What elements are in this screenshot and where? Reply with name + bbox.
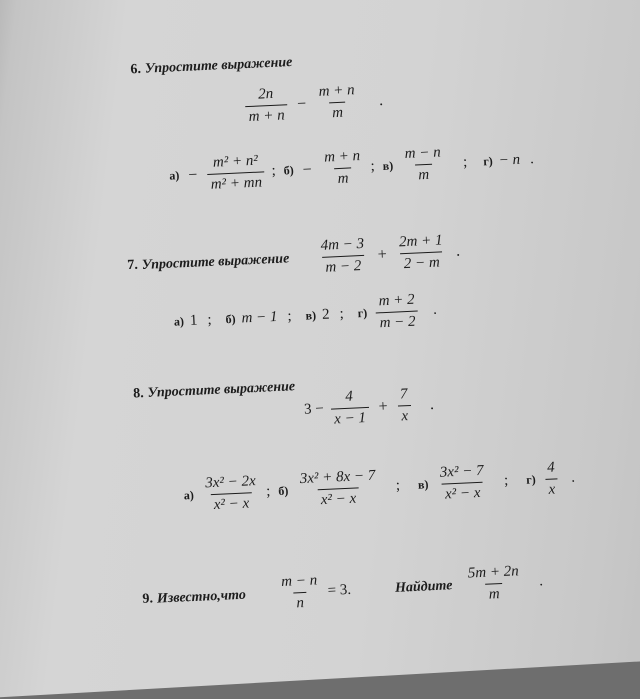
denominator: m − 2 [322,255,365,277]
problem-7-fraction-1 [317,236,368,277]
plus-sign: + [378,397,388,415]
option-a-label: а) [183,487,195,503]
problem-8-expression [303,385,438,430]
problem-9-number: 9. [142,591,154,607]
denominator: n [293,592,307,613]
option-d-label: г) [525,472,537,487]
denominator: x² − x [317,487,359,509]
problem-6-fraction-1 [244,85,288,126]
separator: ; [339,305,345,323]
denominator: m [485,583,503,604]
problem-9-task: Известно,что [156,587,247,607]
problem-7-task: Упростите выражение [141,250,290,273]
denominator: m + n [245,104,288,126]
option-d-value: − n [498,151,521,169]
numerator: m² + n² [212,152,259,171]
numerator: 4m − 3 [320,235,365,254]
option-d-label: г) [357,305,368,321]
problem-8-number: 8. [132,386,144,402]
problem-6-expression [241,81,387,126]
problem-7-row [126,231,463,285]
problem-8-task: Упростите выражение [147,379,296,401]
numerator: 3x² − 7 [439,462,484,481]
option-d-fraction [544,459,559,499]
option-b-fraction [296,468,379,511]
problem-7-number: 7. [126,257,139,274]
denominator: x² − x [442,482,484,504]
denominator: m² + mn [207,171,265,194]
option-a-value: 1 [189,312,198,329]
period: . [455,242,461,260]
separator: ; [271,162,277,180]
option-a-label: а) [168,168,180,183]
plus-sign: + [377,245,388,263]
separator: ; [265,483,271,500]
numerator: m − n [404,144,442,162]
numerator: 2m + 1 [398,232,443,251]
problem-6-number: 6. [130,61,142,78]
period: . [529,151,535,168]
problem-7-fraction-2 [396,232,447,273]
option-d-label: г) [482,154,494,169]
option-b-value: m − 1 [241,308,278,327]
denominator: x [545,478,559,499]
numerator: 5m + 2n [467,563,520,582]
period: . [378,91,384,109]
option-c-fraction [401,144,445,185]
problem-8-fraction-2 [397,386,412,426]
option-b-fraction [321,148,365,189]
separator: ; [370,158,376,175]
problem-6-fraction-2 [315,82,359,123]
denominator: m [415,164,433,185]
option-b-sign: − [302,160,313,179]
minus-sign: − [296,94,307,113]
option-b-label: б) [278,483,289,499]
option-c-value: 2 [321,306,330,323]
period: . [570,469,576,486]
option-b-label: б) [225,311,236,327]
denominator: m [334,167,352,188]
period: . [432,301,438,318]
option-c-label: в) [382,158,394,173]
problem-6-options [164,140,534,196]
problem-9-find-label: Найдите [394,577,453,596]
denominator: x [398,405,412,426]
numerator: 3x² − 2x [204,473,257,492]
option-c-fraction [437,463,488,504]
lead-term: 3 − [303,400,325,418]
given-rhs: = 3. [327,581,352,599]
period: . [538,573,544,590]
denominator: x − 1 [331,407,370,429]
denominator: m [329,102,347,123]
problem-8-fraction-1 [330,388,370,429]
separator: ; [503,472,509,489]
numerator: 4 [546,459,556,476]
numerator: m + n [318,82,355,100]
option-a-fraction [202,473,260,515]
problem-8-header [133,377,296,402]
denominator: x² − x [210,492,252,514]
numerator: 3x² + 8x − 7 [299,467,376,488]
numerator: 4 [345,388,354,405]
denominator: 2 − m [400,251,443,273]
numerator: 7 [399,386,408,403]
problem-6-task: Упростите выражение [144,54,293,77]
denominator: m − 2 [376,311,419,333]
separator: ; [207,311,212,329]
problem-8-options [179,459,576,516]
option-a-sign: − [187,165,198,184]
option-a-label: а) [173,314,185,329]
option-b-label: б) [283,163,294,178]
problem-7-options [169,291,438,342]
separator: ; [462,154,468,171]
problem-9-find-fraction [464,563,523,605]
numerator: 2n [257,85,274,103]
separator: ; [287,308,292,325]
period: . [429,395,435,413]
numerator: m + n [323,148,361,166]
problem-6-header [130,53,293,78]
option-a-fraction [206,152,265,194]
option-c-label: в) [305,308,317,323]
numerator: m + 2 [378,291,415,310]
separator: ; [395,477,401,494]
problem-9-row [142,562,544,619]
problem-9-given-fraction [278,572,322,613]
numerator: m − n [280,572,318,591]
option-c-label: в) [417,477,429,492]
option-d-fraction [375,292,419,333]
